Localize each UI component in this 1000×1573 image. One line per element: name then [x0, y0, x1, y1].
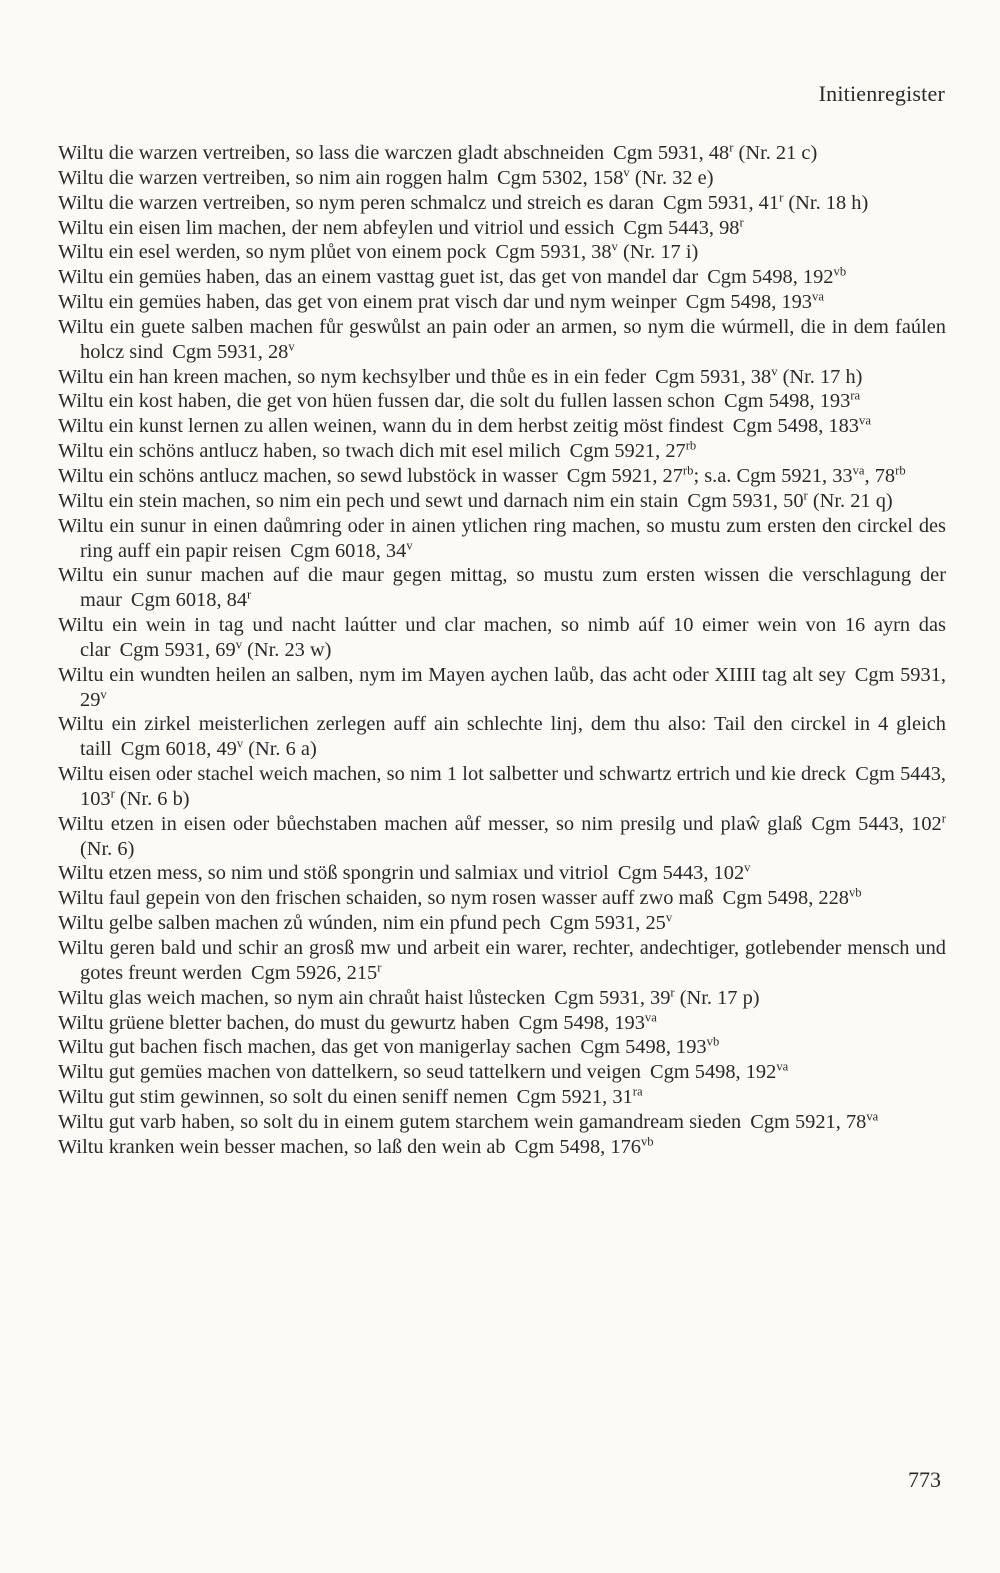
incipit-text: Wiltu etzen in eisen oder bůechstaben machen aůf messer, so nim presilg und plaŵ glaß	[58, 812, 803, 835]
index-entry	[58, 1060, 946, 1085]
index-entry	[58, 936, 946, 986]
manuscript-reference: Cgm 5443, 102$^v$	[617, 860, 751, 885]
index-entry	[58, 1135, 946, 1160]
incipit-text: Wiltu glas weich machen, so nym ain chraůt haist lůstecken	[58, 986, 546, 1009]
incipit-text: Wiltu ein gemües haben, das get von einem prat visch dar und nym weinper	[58, 291, 677, 314]
incipit-text: Wiltu ein stein machen, so nim ein pech und sewt und darnach nim ein stain	[58, 489, 679, 512]
incipit-text: Wiltu kranken wein besser machen, so laß den wein ab	[58, 1135, 506, 1158]
manuscript-reference: Cgm 5921, $78^{va}$	[750, 1109, 879, 1133]
index-entry	[58, 712, 946, 762]
incipit-text: Wiltu ein han kreen machen, so nym kechsylber und thůe es in ein feder	[58, 365, 647, 388]
manuscript-reference: Cgm 5302, 158$^v$ (Nr. 32 e)	[497, 165, 714, 189]
manuscript-reference: Cgm 5498, $228^{vb}$	[722, 885, 862, 910]
manuscript-reference: Cgm 5921, $31^{ra}$	[516, 1084, 643, 1109]
incipit-text: Wiltu die warzen vertreiben, so nim ain roggen halm	[58, 166, 489, 189]
index-entry	[58, 414, 946, 439]
incipit-text: Wiltu eisen oder stachel weich machen, so nim 1 lot salbetter und schwartz ertrich und kie dreck	[58, 763, 847, 786]
incipit-text: Wiltu gut gemües machen von dattelkern, so seud tattelkern und veigen	[58, 1061, 641, 1084]
incipit-text: Wiltu ein guete salben machen fůr geswůlst an pain oder an armen, so nym die wúrmell, die in dem faúlen holcz sind	[58, 315, 946, 363]
incipit-text: Wiltu ein wein in tag und nacht laútter und clar machen, so nimb aúf 10 eimer wein von 16 ayrn das clar	[58, 614, 946, 661]
incipit-text: Wiltu grüene bletter bachen, do must du gewurtz haben	[58, 1011, 510, 1034]
index-entry	[58, 1085, 946, 1110]
manuscript-reference: Cgm 5498, $183^{va}$	[732, 413, 871, 438]
incipit-text: Wiltu ein kunst lernen zu allen weinen, wann du in dem herbst zeitig möst findest	[58, 415, 724, 438]
manuscript-reference: Cgm 5931, 69$^v$ (Nr. 23 w)	[119, 637, 332, 661]
incipit-text: Wiltu ein wundten heilen an salben, nym im Mayen aychen laůb, das acht oder XIIII tag alt sey	[58, 663, 846, 686]
index-entry	[58, 365, 946, 390]
index-entry	[58, 886, 946, 911]
incipit-text: Wiltu ein schöns antlucz haben, so twach dich mit esel milich	[58, 440, 561, 463]
incipit-text: Wiltu etzen mess, so nim und stöß spongrin und salmiax und vitriol	[58, 862, 609, 885]
manuscript-reference: Cgm 5498, $193^{ra}$	[723, 388, 861, 413]
index-entry	[58, 141, 946, 166]
manuscript-reference: Cgm 5498, $193^{va}$	[685, 289, 824, 314]
manuscript-reference: Cgm 5498, $193^{va}$	[518, 1009, 657, 1034]
manuscript-reference: Cgm 5498, $176^{vb}$	[514, 1134, 654, 1158]
incipit-text: Wiltu gut varb haben, so solt du in einem gutem starchem wein gamandream sieden	[58, 1110, 742, 1133]
running-head: Initienregister	[818, 81, 945, 106]
manuscript-reference: Cgm 5931, 29$^v$	[80, 663, 946, 711]
incipit-text: Wiltu ein eisen lim machen, der nem abfeylen und vitriol und essich	[58, 216, 615, 239]
index-entry	[58, 812, 946, 862]
manuscript-reference: Cgm 5931, 39$^r$ (Nr. 17 p)	[554, 985, 760, 1009]
manuscript-reference: Cgm 5931, 38$^v$ (Nr. 17 i)	[495, 239, 699, 264]
index-entry	[58, 191, 946, 216]
index-entry	[58, 563, 946, 613]
manuscript-reference: Cgm 5921, $27^{rb}$; s.a. Cgm 5921, $33^{va}$, $78^{rb}$	[566, 463, 906, 487]
incipit-text: Wiltu die warzen vertreiben, so lass die warczen gladt abschneiden	[58, 142, 605, 164]
index-entry	[58, 389, 946, 414]
index-entry	[58, 1110, 946, 1135]
page-number: 773	[908, 1467, 941, 1492]
manuscript-reference: Cgm 5498, $193^{vb}$	[580, 1034, 720, 1059]
index-entry	[58, 489, 946, 514]
index-entry	[58, 613, 946, 663]
incipit-text: Wiltu gelbe salben machen zů wúnden, nim ein pfund pech	[58, 912, 541, 935]
incipit-text: Wiltu ein gemües haben, das an einem vasttag guet ist, das get von mandel dar	[58, 266, 699, 289]
index-entry	[58, 166, 946, 191]
manuscript-reference: Cgm 5443, 98$^r$	[623, 214, 744, 239]
manuscript-reference: Cgm 5443, 103$^r$ (Nr. 6 b)	[80, 763, 946, 810]
index-entry	[58, 986, 946, 1011]
index-entry	[58, 1011, 946, 1036]
index-entry	[58, 439, 946, 464]
manuscript-reference: Cgm 6018, 49$^v$ (Nr. 6 a)	[120, 736, 317, 761]
index-entries	[58, 141, 946, 1160]
incipit-text: Wiltu ein zirkel meisterlichen zerlegen auff ain schlechte linj, dem thu also: Tail den circkel in 4 gleich taill	[58, 713, 946, 761]
index-entry	[58, 265, 946, 290]
incipit-text: Wiltu gut bachen fisch machen, das get von manigerlay sachen	[58, 1036, 572, 1059]
incipit-text: Wiltu gut stim gewinnen, so solt du einen seniff nemen	[58, 1086, 508, 1109]
incipit-text: Wiltu faul gepein von den frischen schaiden, so nym rosen wasser auff zwo maß	[58, 887, 714, 910]
manuscript-reference: Cgm 6018, 84$^r$	[130, 587, 252, 612]
manuscript-reference: Cgm 5931, 48$^r$ (Nr. 21 c)	[613, 140, 818, 164]
index-entry	[58, 1035, 946, 1060]
index-entry	[58, 663, 946, 713]
manuscript-reference: Cgm 5926, 215$^r$	[250, 960, 382, 984]
incipit-text: Wiltu geren bald und schir an grosß mw und arbeit ein warer, rechter, andechtiger, gotlebender mensch und gotes freunt werden	[58, 937, 946, 984]
manuscript-reference: Cgm 5931, 25$^v$	[549, 910, 673, 935]
index-entry	[58, 514, 946, 564]
incipit-text: Wiltu ein sunur machen auf die maur gegen mittag, so mustu zum ersten wissen die verschlagung der maur	[58, 564, 946, 612]
incipit-text: Wiltu ein schöns antlucz machen, so sewd lubstöck in wasser	[58, 464, 558, 487]
manuscript-reference: Cgm 5443, 102$^r$ (Nr. 6)	[80, 811, 946, 860]
index-entry	[58, 315, 946, 365]
incipit-text: Wiltu ein sunur in einen daůmring oder in ainen ytlichen ring machen, so mustu zum ersten den circkel des ring auff ein papir reisen	[58, 514, 946, 562]
index-entry	[58, 240, 946, 265]
incipit-text: Wiltu ein esel werden, so nym plůet von einem pock	[58, 241, 487, 264]
index-entry	[58, 911, 946, 936]
manuscript-reference: Cgm 5931, 38$^v$ (Nr. 17 h)	[655, 364, 863, 388]
index-entry	[58, 464, 946, 489]
index-entry	[58, 861, 946, 886]
manuscript-reference: Cgm 5931, 41$^r$ (Nr. 18 h)	[662, 190, 869, 214]
manuscript-reference: Cgm 5498, $192^{vb}$	[707, 264, 847, 289]
manuscript-reference: Cgm 5498, $192^{va}$	[650, 1059, 789, 1084]
manuscript-reference: Cgm 5931, 50$^r$ (Nr. 21 q)	[687, 488, 893, 512]
index-entry	[58, 762, 946, 812]
manuscript-reference: Cgm 5931, 28$^v$	[172, 339, 295, 363]
manuscript-reference: Cgm 6018, 34$^v$	[290, 537, 413, 562]
incipit-text: Wiltu die warzen vertreiben, so nym peren schmalcz und streich es daran	[58, 191, 654, 214]
manuscript-reference: Cgm 5921, $27^{rb}$	[569, 438, 697, 463]
index-entry	[58, 216, 946, 241]
index-entry	[58, 290, 946, 315]
incipit-text: Wiltu ein kost haben, die get von hüen fussen dar, die solt du fullen lassen schon	[58, 390, 715, 413]
